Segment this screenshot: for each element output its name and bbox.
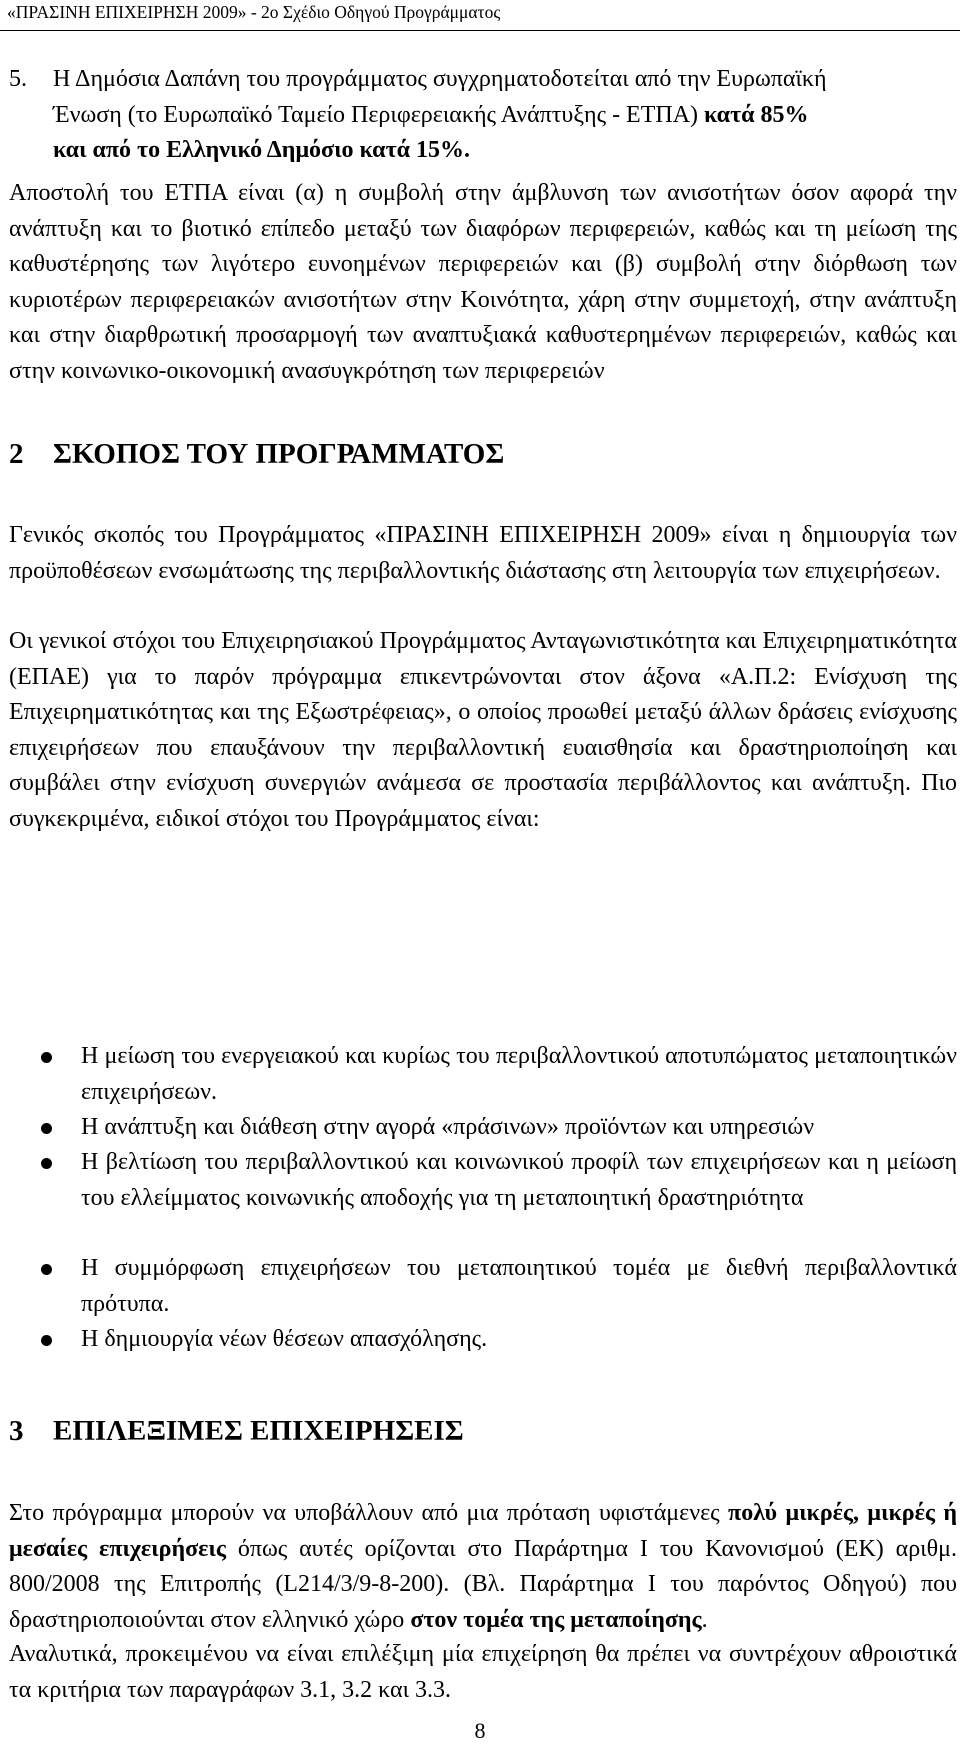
bullet-dot xyxy=(41,1123,52,1134)
section-2-general-aim: Γενικός σκοπός του Προγράμματος «ΠΡΑΣΙΝΗ ΕΠΙΧΕΙΡΗΣΗ 2009» είναι η δημιουργία των προϋποθέσεων ενσωμάτωσης της περιβαλλοντικής διάστασης στη λειτουργία των επιχειρήσεων. xyxy=(9,522,957,584)
bullet-dot xyxy=(41,1335,52,1346)
eligibility-text-a: Στο πρόγραμμα μπορούν να υποβάλλουν από μια πρόταση υφιστάμενες xyxy=(9,1500,720,1526)
eligibility-company-size: πολύ μικρές, μικρές ή μεσαίες επιχειρήσεις xyxy=(9,1500,958,1562)
eligibility-sector: στον τομέα της μεταποίησης xyxy=(410,1606,702,1633)
section-3-heading xyxy=(9,1415,464,1448)
eligibility-text-end: . xyxy=(701,1606,708,1633)
item-5-number: 5. xyxy=(9,66,27,92)
bullet-dot xyxy=(41,1264,52,1275)
objective-bullet-2: Η ανάπτυξη και διάθεση στην αγορά «πράσινων» προϊόντων και υπηρεσιών xyxy=(81,1114,815,1140)
section-2-heading xyxy=(9,438,504,471)
objective-bullet-4: Η συμμόρφωση επιχειρήσεων του μεταποιητικού τομέα με διεθνή περιβαλλοντικά πρότυπα. xyxy=(81,1255,957,1317)
section-2-title: ΣΚΟΠΟΣ ΤΟΥ ΠΡΟΓΡΑΜΜΑΤΟΣ xyxy=(53,438,505,470)
item-5-paragraph xyxy=(9,62,957,169)
bullet-dot xyxy=(41,1158,52,1169)
objective-bullet-1: Η μείωση του ενεργειακού και κυρίως του περιβαλλοντικού αποτυπώματος μεταποιητικών επιχειρήσεων. xyxy=(81,1043,957,1105)
objective-bullet-3: Η βελτίωση του περιβαλλοντικού και κοινωνικού προφίλ των επιχειρήσεων και η μείωση του ελλείμματος κοινωνικής αποδοχής για τη μεταποιητική δραστηριότητα xyxy=(81,1149,957,1211)
running-header xyxy=(0,0,960,31)
section-3-criteria-paragraph: Αναλυτικά, προκειμένου να είναι επιλέξιμη μία επιχείρηση θα πρέπει να συντρέχουν αθροιστικά τα κριτήρια των παραγράφων 3.1, 3.2 και 3.3. xyxy=(9,1641,957,1703)
header-text: «ΠΡΑΣΙΝΗ ΕΠΙΧΕΙΡΗΣΗ 2009» - 2ο Σχέδιο Οδηγού Προγράμματος xyxy=(7,2,501,22)
item-5-share-eu: κατά 85% xyxy=(704,101,809,128)
objective-bullet-5: Η δημιουργία νέων θέσεων απασχόλησης. xyxy=(81,1326,488,1352)
section-3-eligibility-paragraph xyxy=(9,1496,957,1638)
bullet-dot xyxy=(41,1052,52,1063)
item-5-line-1: Η Δημόσια Δαπάνη του προγράμματος συγχρηματοδοτείται από την Ευρωπαϊκή xyxy=(53,66,827,92)
etpa-mission-paragraph: Αποστολή του ΕΤΠΑ είναι (α) η συμβολή στην άμβλυνση των ανισοτήτων όσον αφορά την ανάπτυξη και το βιοτικό επίπεδο μεταξύ των διαφόρων περιφερειών, καθώς και τη μείωση της καθυστέρησης των λιγότερο ευνοημένων περιφερειών και (β) συμβολή στην διόρθωση των κυριοτέρων περιφερειακών ανισοτήτων στην Κοινότητα, χάρη στην συμμετοχή, στην ανάπτυξη και στην διαρθρωτική προσαρμογή των αναπτυξιακά καθυστερημένων περιφερειών, καθώς και στην κοινωνικο-οικονομική ανασυγκρότηση των περιφερειών xyxy=(9,180,957,384)
section-2-objectives: Οι γενικοί στόχοι του Επιχειρησιακού Προγράμματος Ανταγωνιστικότητα και Επιχειρηματικότητα (ΕΠΑΕ) για το παρόν πρόγραμμα επικεντρώνονται στον άξονα «Α.Π.2: Ενίσχυση της Επιχειρηματικότητας και της Εξωστρέφειας», ο οποίος προωθεί μεταξύ άλλων δράσεις ενίσχυσης επιχειρήσεων που επαυξάνουν την περιβαλλοντική ευαισθησία και δραστηριοποίηση και συμβάλει στην ενίσχυση συνεργιών ανάμεσα σε προστασία περιβάλλοντος και ανάπτυξη. Πιο συγκεκριμένα, ειδικοί στόχοι του Προγράμματος είναι: xyxy=(9,628,957,832)
section-3-number: 3 xyxy=(9,1415,24,1447)
eligibility-text-c: όπως αυτές ορίζονται στο Παράρτημα Ι του Κανονισμού (ΕΚ) αριθμ. 800/2008 της Επιτροπής (L214/3/9-8-200). (Βλ. Παράρτημα Ι του παρόντος Οδηγού) που δραστηριοποιούνται στον ελληνικό χώρο xyxy=(9,1535,958,1633)
item-5-line-3: και από το Ελληνικό Δημόσιο κατά 15%. xyxy=(53,137,471,163)
section-2-number: 2 xyxy=(9,438,24,470)
section-3-title: ΕΠΙΛΕΞΙΜΕΣ ΕΠΙΧΕΙΡΗΣΕΙΣ xyxy=(53,1415,464,1447)
page-number: 8 xyxy=(474,1718,486,1743)
item-5-line-2: Ένωση (το Ευρωπαϊκό Ταμείο Περιφερειακής Ανάπτυξης - ΕΤΠΑ) xyxy=(53,101,699,128)
